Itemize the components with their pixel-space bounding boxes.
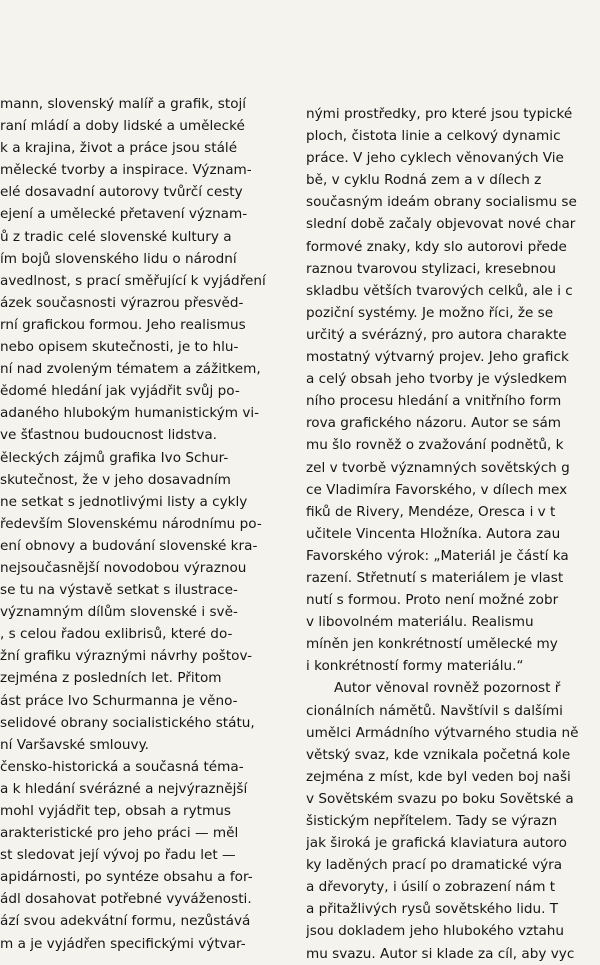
- text-line: rova grafického názoru. Autor se sám: [306, 415, 562, 432]
- text-line: ů z tradic celé slovenské kultury a: [0, 228, 232, 245]
- text-line: žní grafiku výraznými návrhy poštov-: [0, 648, 253, 665]
- text-line: apidárnosti, po syntéze obsahu a for-: [0, 869, 253, 886]
- text-column-left: [0, 93, 288, 955]
- text-line: ení obnovy a budování slovenské kra-: [0, 537, 258, 554]
- text-line: významným dílům slovenské i svě-: [0, 604, 238, 621]
- text-line: ádl dosahovat potřebné vyváženosti.: [0, 891, 252, 908]
- text-line: st sledovat její vývoj po řadu let —: [0, 847, 236, 864]
- text-line: adaného hlubokým humanistickým vi-: [0, 405, 260, 422]
- text-column-right: [306, 103, 600, 965]
- text-line: ní Varšavské smlouvy.: [0, 736, 149, 753]
- text-line: bě, v cyklu Rodná zem a v dílech z: [306, 172, 542, 189]
- text-line: ází svou adekvátní formu, nezůstává: [0, 913, 251, 930]
- text-line: ím bojů slovenského lidu o národní: [0, 250, 237, 267]
- text-line: mohl vyjádřit tep, obsah a rytmus: [0, 803, 231, 819]
- text-line: ky laděných prací po dramatické výra: [306, 857, 563, 874]
- text-line: ve šťastnou budoucnost lidstva.: [0, 427, 217, 444]
- text-line: mu svazu. Autor si klade za cíl, aby vyc: [306, 945, 575, 962]
- text-line: raní mládí a doby lidské a umělecké: [0, 118, 245, 135]
- text-line: větský svaz, kde vznikala početná kole: [306, 746, 571, 763]
- text-line: elé dosavadní autorovy tvůrčí cesty: [0, 184, 243, 201]
- text-line: zejména z míst, kde byl veden boj naši: [306, 768, 571, 785]
- text-line: ní nad zvoleným tématem a zážitkem,: [0, 361, 261, 378]
- text-line: nými prostředky, pro které jsou typické: [306, 106, 573, 122]
- text-line: i konkrétností formy materiálu.“: [306, 658, 524, 675]
- text-line: ědomé hledání jak vyjádřit svůj po-: [0, 383, 240, 400]
- text-line: zel v tvorbě významných sovětských g: [306, 459, 570, 476]
- text-line: arakteristické pro jeho práci — měl: [0, 825, 239, 842]
- text-line: se tu na výstavě setkat s ilustrace-: [0, 582, 238, 599]
- text-line: míněn jen konkrétností umělecké my: [306, 636, 558, 653]
- text-line: v libovolném materiálu. Realismu: [306, 614, 534, 631]
- text-line: jsou dokladem jeho hlubokého vztahu: [306, 923, 565, 940]
- text-line: a celý obsah jeho tvorby je výsledkem: [306, 371, 567, 388]
- text-line: a přitažlivých rysů sovětského lidu. T: [306, 901, 559, 918]
- text-line: , s celou řadou exlibrisů, které do-: [0, 626, 233, 643]
- text-line: mostatný výtvarný projev. Jeho grafick: [306, 349, 569, 366]
- text-line: skladbu větších tvarových celků, ale i c: [306, 282, 573, 299]
- text-line: práce. V jeho cyklech věnovaných Vie: [306, 150, 564, 167]
- text-line: ploch, čistota linie a celkový dynamic: [306, 128, 561, 145]
- text-line: ne setkat s jednotlivými listy a cykly: [0, 493, 248, 510]
- text-line: mann, slovenský malíř a grafik, stojí: [0, 96, 247, 112]
- text-line: slední době začaly objevovat nové char: [306, 216, 576, 233]
- text-line: Autor věnoval rovněž pozornost ř: [334, 680, 561, 697]
- text-line: čensko-historická a současná téma-: [0, 758, 244, 775]
- text-line: současným ideám obrany socialismu se: [306, 194, 577, 211]
- text-line: poziční systémy. Je možno říci, že se: [306, 304, 554, 321]
- text-line: m a je vyjádřen specifickými výtvar-: [0, 935, 246, 952]
- text-line: učitele Vincenta Hložníka. Autora zau: [306, 525, 561, 542]
- text-line: ázek současnosti výrazrou přesvěd-: [0, 294, 244, 311]
- text-line: a dřevoryty, i úsilí o zobrazení nám t: [306, 879, 556, 896]
- text-line: ást práce Ivo Schurmanna je věno-: [0, 692, 238, 709]
- text-line: avedlnost, s prací směřující k vyjádření: [0, 272, 266, 289]
- text-line: šistickým nepřítelem. Tady se výrazn: [306, 813, 558, 829]
- text-line: fiků de Rivery, Mendéze, Oresca i v t: [306, 503, 556, 520]
- text-line: určitý a svérázný, pro autora charakte: [306, 326, 567, 343]
- text-line: mělecké tvorby a inspirace. Význam-: [0, 162, 252, 179]
- text-line: cionálních námětů. Navštívil s dalšími: [306, 702, 563, 719]
- text-line: v Sovětském svazu po boku Sovětské a: [306, 790, 574, 807]
- text-line: Favorského výrok: „Materiál je částí ka: [306, 547, 569, 564]
- text-line: ejení a umělecké přetavení význam-: [0, 206, 248, 223]
- text-line: ředevším Slovenskému národnímu po-: [0, 515, 262, 532]
- text-line: jak široká je grafická klaviatura autoro: [306, 835, 567, 852]
- text-line: ce Vladimíra Favorského, v dílech mex: [306, 481, 568, 498]
- text-line: nebo opisem skutečnosti, je to hlu-: [0, 339, 239, 356]
- text-line: nejsoučasnější novodobou výraznou: [0, 559, 247, 576]
- text-line: selidové obrany socialistického státu,: [0, 714, 255, 731]
- text-line: nutí s formou. Proto není možné zobr: [306, 592, 559, 609]
- text-line: mu šlo rovněž o zvažování podnětů, k: [306, 437, 564, 454]
- text-line: k a krajina, život a práce jsou stálé: [0, 140, 238, 157]
- text-line: umělci Armádního výtvarného studia ně: [306, 724, 579, 741]
- text-line: skutečnost, že v jeho dosavadním: [0, 471, 231, 488]
- text-line: ního procesu hledání a vnitřního form: [306, 393, 562, 410]
- text-line: rní grafickou formou. Jeho realismus: [0, 316, 246, 333]
- text-line: razení. Střetnutí s materiálem je vlast: [306, 569, 564, 586]
- text-line: ěleckých zájmů grafika Ivo Schur-: [0, 449, 229, 466]
- text-line: formové znaky, kdy slo autorovi přede: [306, 238, 567, 255]
- text-line: raznou tvarovou stylizaci, kresebnou: [306, 260, 557, 277]
- text-line: a k hledání svérázné a nejvýraznější: [0, 780, 248, 797]
- text-line: zejména z posledních let. Přitom: [0, 670, 222, 687]
